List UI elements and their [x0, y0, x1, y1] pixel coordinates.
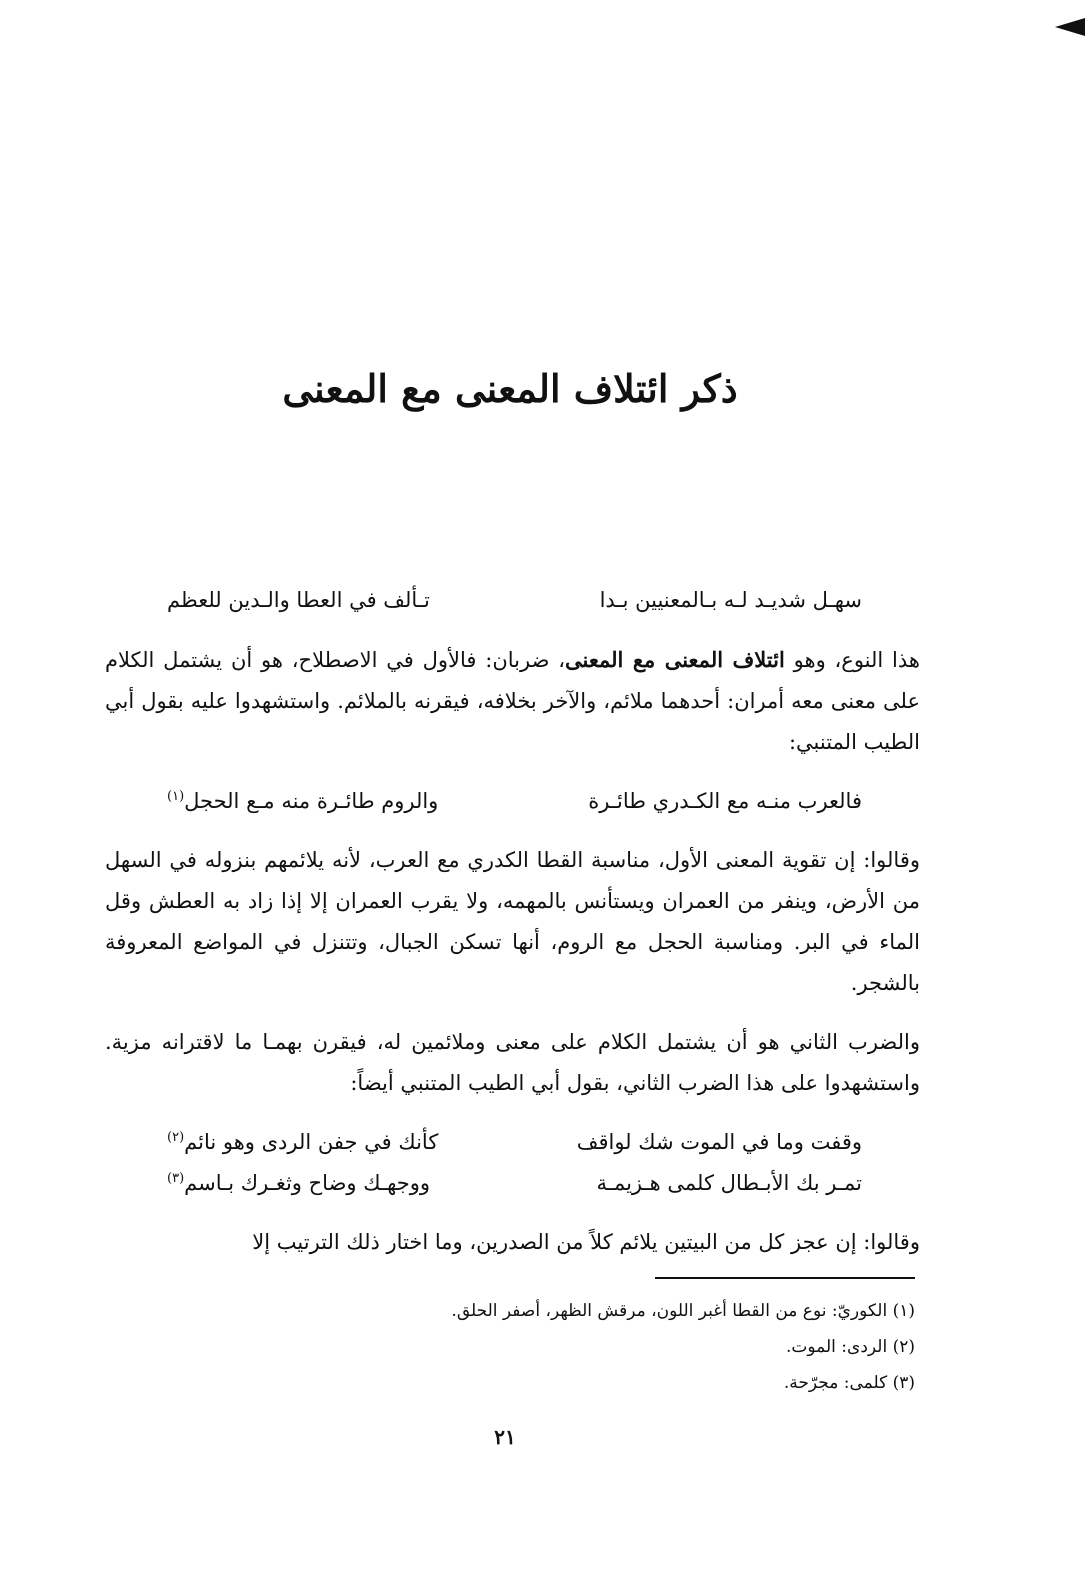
verse-3-first-hemistich: تمـر بك الأبـطال كلمى هـزيمـة: [596, 1171, 862, 1195]
footnote-1: (١) الكوريّ: نوع من القطا أغبر اللون، مرقش الظهر، أصفر الحلق.: [451, 1301, 915, 1321]
footnote-3: (٣) كلمى: مجرّحة.: [783, 1373, 915, 1393]
verse-block-2: [105, 1122, 920, 1204]
opening-verse-second-hemistich: تـألف في العطا والـدين للعظم: [167, 588, 430, 612]
verse-2-second-hemistich: [167, 1122, 438, 1163]
footnotes: [115, 1293, 915, 1401]
footnote-ref-2: (٢): [167, 1130, 185, 1145]
page-body: [105, 580, 920, 1281]
footnote-ref-3: (٣): [167, 1171, 185, 1186]
verse-2-second-text: كأنك في جفن الردى وهو نائم: [184, 1130, 439, 1154]
paragraph-2: وقالوا: إن تقوية المعنى الأول، مناسبة القطا الكدري مع العرب، لأنه يلائمهم بنزوله في السهل من الأرض، وينفر من العمران ويستأنس بالمهمه، ولا يقرب العمران إلا إذا زاد به العطش وقل الماء في البر. ومناسبة الحجل مع الروم، أنها تسكن الجبال، وتتنزل في المواضع المعروفة بالشجر.: [105, 848, 920, 995]
paragraph-1-before: هذا النوع، وهو: [784, 648, 920, 672]
verse-block-1: [105, 781, 920, 822]
paragraph-1: [105, 639, 920, 763]
paragraph-1-after: ، ضربان: فالأول في الاصطلاح، هو أن يشتمل الكلام على معنى معه أمران: أحدهما ملائم، والآخر بخلافه، فيقرنه بالملائم. واستشهدوا عليه بقول أبي الطيب المتنبي:: [105, 648, 920, 754]
opening-verse: [105, 580, 920, 621]
verse-1-first-hemistich: فالعرب منـه مع الكـدري طائـرة: [588, 789, 862, 813]
footnote-separator: [655, 1277, 915, 1279]
verse-1-second-hemistich: [167, 781, 438, 822]
footnote-ref-1: (١): [167, 789, 185, 804]
page-corner-mark: [1055, 18, 1085, 36]
paragraph-1-bold-term: ائتلاف المعنى مع المعنى: [565, 647, 785, 672]
paragraph-4: وقالوا: إن عجز كل من البيتين يلائم كلاً من الصدرين، وما اختار ذلك الترتيب إلا: [252, 1230, 920, 1254]
verse-3: [105, 1163, 920, 1204]
verse-1: [105, 781, 920, 822]
verse-2: [105, 1122, 920, 1163]
paragraph-3: والضرب الثاني هو أن يشتمل الكلام على معنى وملائمين له، فيقرن بهمـا ما لاقترانه مزية. واستشهدوا على هذا الضرب الثاني، بقول أبي الطيب المتنبي أيضاً:: [105, 1030, 920, 1095]
chapter-title: ذكر ائتلاف المعنى مع المعنى: [282, 366, 738, 411]
footnote-2: (٢) الردى: الموت.: [785, 1337, 915, 1357]
verse-3-second-hemistich: [167, 1163, 430, 1204]
verse-1-second-text: والروم طائـرة منه مـع الحجل: [184, 789, 439, 813]
page-number: ٢١: [494, 1425, 516, 1449]
verse-2-first-hemistich: وقفت وما في الموت شك لواقف: [576, 1130, 862, 1154]
opening-verse-first-hemistich: سهـل شديـد لـه بـالمعنيين بـدا: [599, 588, 862, 612]
verse-3-second-text: ووجهـك وضاح وثغـرك بـاسم: [184, 1171, 431, 1195]
